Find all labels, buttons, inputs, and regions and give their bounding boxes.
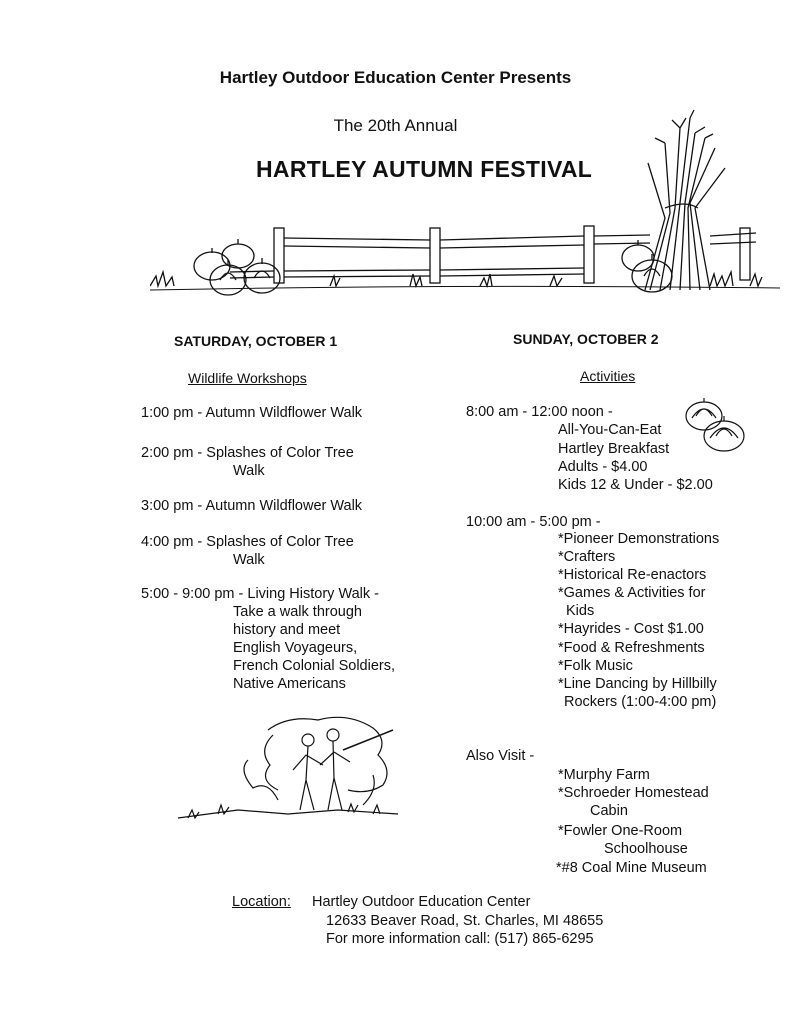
activity-item: *Food & Refreshments bbox=[558, 640, 705, 656]
location-name: Hartley Outdoor Education Center bbox=[312, 894, 531, 910]
breakfast-line: Hartley Breakfast bbox=[558, 441, 670, 457]
activity-item: *Folk Music bbox=[558, 658, 633, 674]
activities-time: 10:00 am - 5:00 pm - bbox=[466, 514, 601, 530]
activity-item: *Historical Re-enactors bbox=[558, 567, 707, 583]
activity-item: *Hayrides - Cost $1.00 bbox=[558, 621, 704, 637]
visit-item: *#8 Coal Mine Museum bbox=[556, 860, 707, 876]
event-line: 4:00 pm - Splashes of Color Tree bbox=[141, 534, 354, 550]
event-line: 1:00 pm - Autumn Wildflower Walk bbox=[141, 405, 363, 421]
voyageurs-illustration bbox=[178, 710, 403, 830]
visit-item: *Fowler One-Room bbox=[558, 823, 683, 839]
fence-icon bbox=[230, 226, 756, 283]
breakfast-line: Adults - $4.00 bbox=[558, 459, 648, 475]
festival-title: HARTLEY AUTUMN FESTIVAL bbox=[256, 156, 593, 182]
event-detail: history and meet bbox=[233, 622, 341, 638]
event-line: 5:00 - 9:00 pm - Living History Walk - bbox=[141, 586, 379, 602]
event-line: Walk bbox=[233, 463, 265, 479]
activity-item: *Crafters bbox=[558, 549, 616, 565]
event-detail: French Colonial Soldiers, bbox=[233, 658, 395, 674]
activity-item: Kids bbox=[566, 603, 595, 619]
location-label: Location: bbox=[232, 894, 291, 910]
activity-item: *Pioneer Demonstrations bbox=[558, 531, 720, 547]
wildlife-workshops-heading: Wildlife Workshops bbox=[188, 370, 307, 386]
visit-item: *Murphy Farm bbox=[558, 767, 650, 783]
breakfast-line: Kids 12 & Under - $2.00 bbox=[558, 477, 713, 493]
visit-item: Cabin bbox=[590, 803, 628, 819]
activity-item: Rockers (1:00-4:00 pm) bbox=[564, 694, 717, 710]
event-detail: Take a walk through bbox=[233, 604, 362, 620]
activity-item: *Games & Activities for bbox=[558, 585, 706, 601]
event-detail: English Voyageurs, bbox=[233, 640, 358, 656]
visit-item: Schoolhouse bbox=[604, 841, 688, 857]
breakfast-line: All-You-Can-Eat bbox=[558, 422, 662, 438]
fence-pumpkin-illustration bbox=[150, 108, 780, 308]
subtitle: The 20th Annual bbox=[333, 116, 458, 135]
pumpkin-pair-icon bbox=[680, 396, 750, 458]
event-line: Walk bbox=[233, 552, 265, 568]
location-info: For more information call: (517) 865-6295 bbox=[326, 931, 594, 947]
corn-shock-icon bbox=[645, 110, 725, 290]
event-detail: Native Americans bbox=[233, 676, 346, 692]
visit-item: *Schroeder Homestead bbox=[558, 785, 709, 801]
event-line: 3:00 pm - Autumn Wildflower Walk bbox=[141, 498, 363, 514]
activity-item: *Line Dancing by Hillbilly bbox=[558, 676, 717, 692]
presenter-line: Hartley Outdoor Education Center Presents bbox=[219, 68, 572, 87]
also-visit-label: Also Visit - bbox=[466, 748, 535, 764]
pumpkin-icon bbox=[194, 239, 280, 295]
location-address: 12633 Beaver Road, St. Charles, MI 48655 bbox=[326, 913, 604, 929]
event-line: 2:00 pm - Splashes of Color Tree bbox=[141, 445, 354, 461]
activities-heading: Activities bbox=[580, 368, 636, 384]
sunday-heading: SUNDAY, OCTOBER 2 bbox=[513, 331, 659, 347]
saturday-heading: SATURDAY, OCTOBER 1 bbox=[174, 333, 338, 349]
breakfast-time: 8:00 am - 12:00 noon - bbox=[466, 404, 613, 420]
